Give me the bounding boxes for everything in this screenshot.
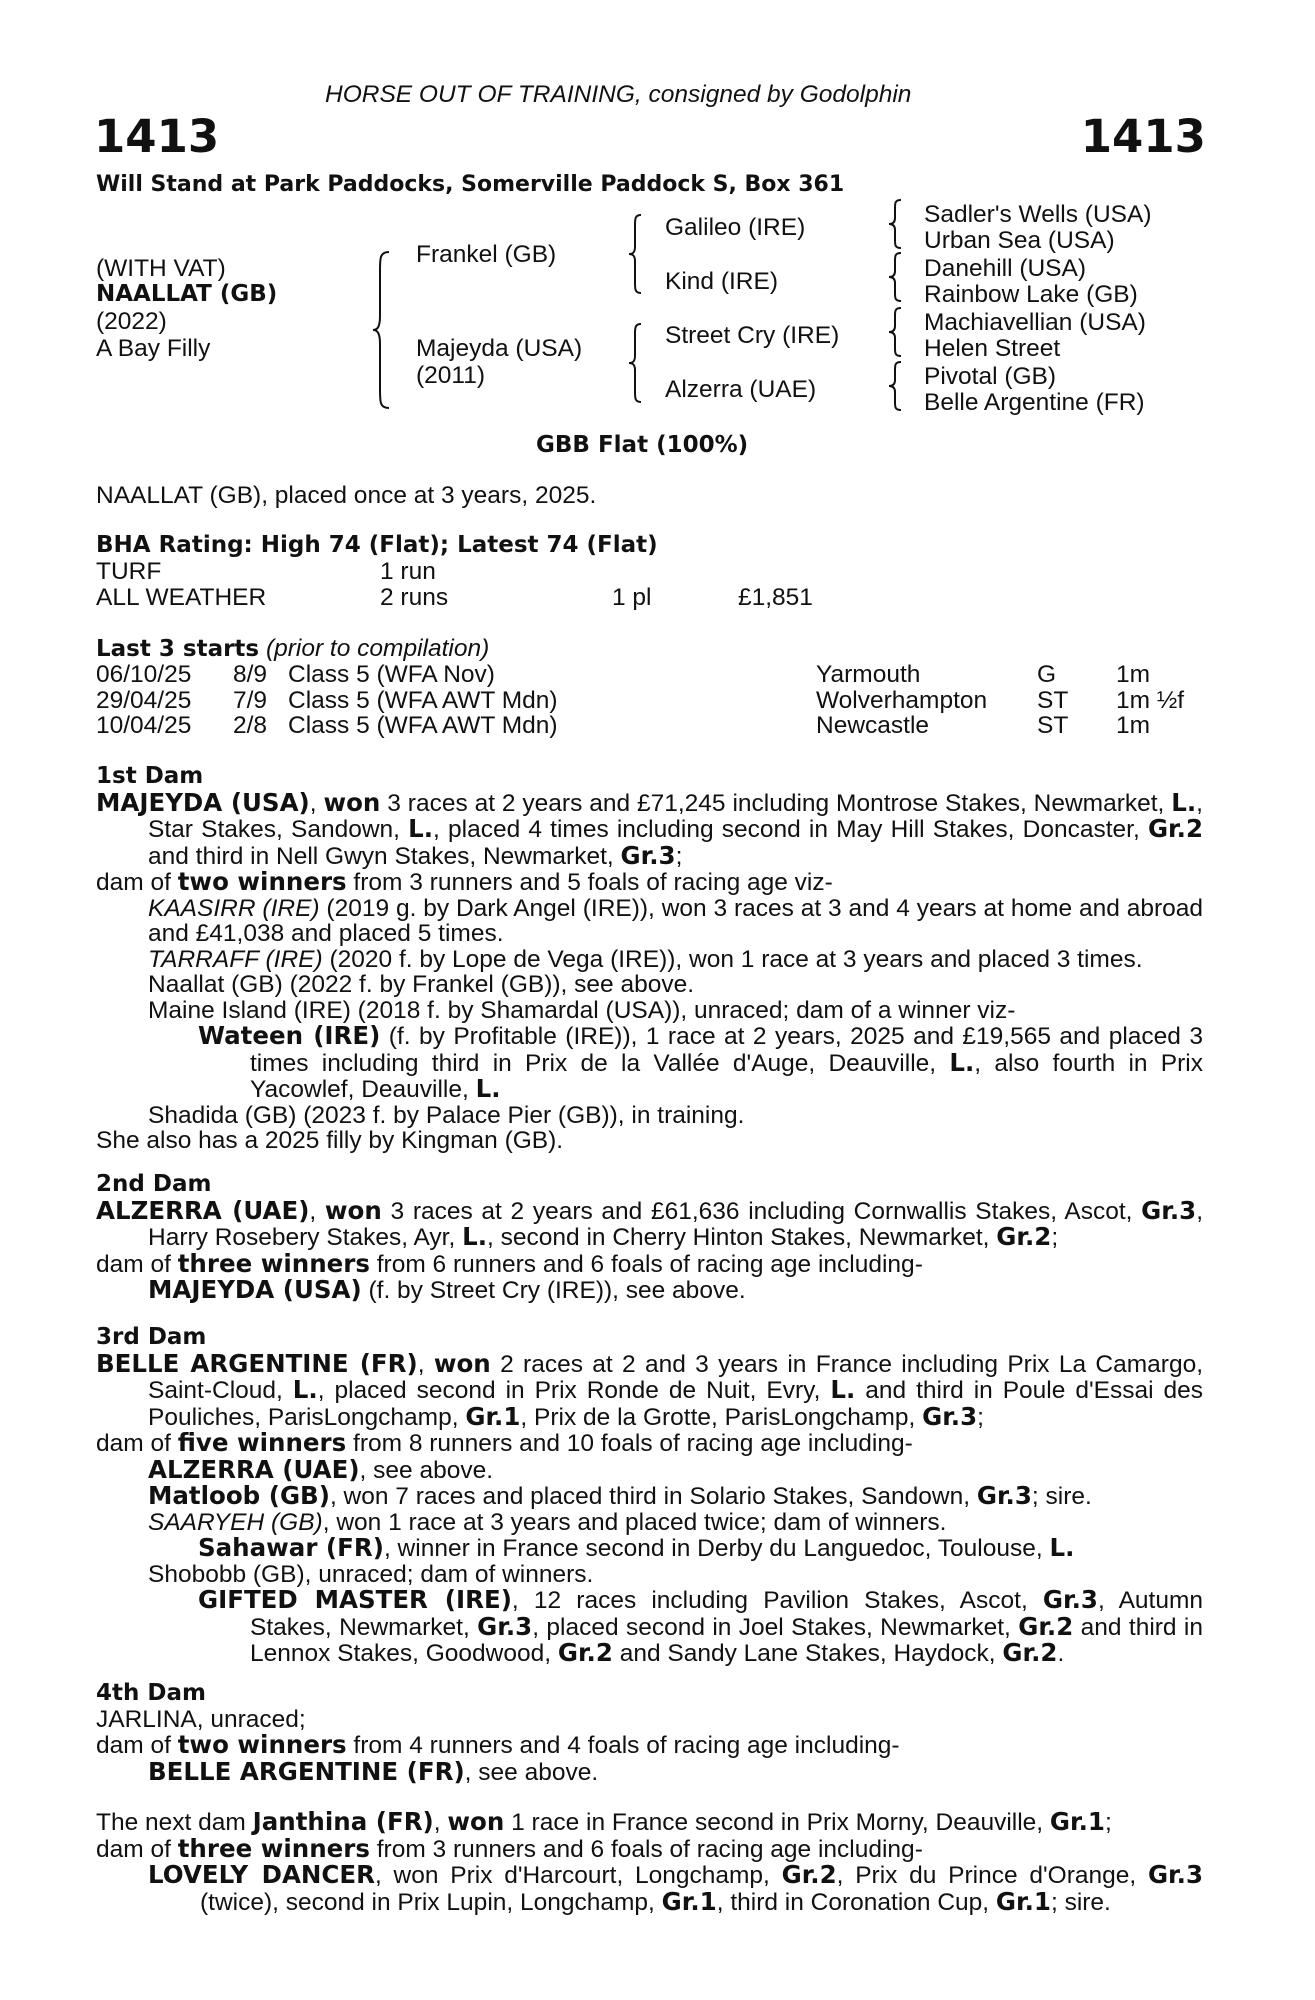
start-going: G: [1037, 661, 1057, 688]
group-label: Gr.1: [661, 1886, 717, 1916]
start-position: 7/9: [233, 686, 268, 714]
last-starts-title: Last 3 starts: [96, 636, 260, 662]
start-course: Yarmouth: [816, 661, 921, 688]
lot-number-left: 1413: [94, 110, 220, 163]
record-text: ;: [675, 842, 683, 870]
group-label: Gr.2: [781, 1860, 837, 1889]
start-course: Newcastle: [816, 712, 930, 739]
listed-label: L.: [292, 1375, 318, 1404]
group-label: Gr.3: [976, 1481, 1032, 1510]
lot-number-right: 1413: [1080, 110, 1206, 163]
record-text: , placed 4 times including second in May Hill Stakes, Doncaster,: [433, 816, 1148, 843]
progeny-entry: [96, 1862, 1203, 1915]
start-distance: 1m: [1116, 661, 1151, 688]
progeny-name: KAASIRR (IRE): [148, 894, 320, 922]
horse-description: A Bay Filly: [96, 335, 211, 362]
winners-count: two winners: [177, 867, 347, 896]
rating-row: [96, 585, 896, 611]
progeny-entry: [96, 896, 1203, 947]
pedigree-brace-dd: [886, 360, 906, 412]
starts-table: [96, 662, 1216, 739]
second-dam-name: ALZERRA (UAE): [96, 1195, 310, 1225]
rating-placed: 1 pl: [612, 583, 652, 611]
progeny-entry: Shobobb (GB), unraced; dam of winners.: [148, 1560, 594, 1588]
progeny-text: , placed second in Joel Stakes, Newmarket,: [532, 1613, 1019, 1641]
record-text: and third in Poule d'Essai des Pouliches, ParisLongchamp,: [148, 1377, 1203, 1431]
progeny-text: , won 7 races and placed third in Solario Stakes, Sandown,: [329, 1483, 977, 1510]
record-text: The next dam: [96, 1809, 253, 1836]
progeny-entry: Naallat (GB) (2022 f. by Frankel (GB)), see above.: [148, 971, 695, 998]
listed-label: L.: [830, 1375, 856, 1404]
pedigree-dam: Majeyda (USA): [416, 335, 583, 362]
progeny-entry: [96, 1510, 1203, 1536]
rating-runs: 2 runs: [380, 583, 449, 611]
winners-count: three winners: [177, 1248, 370, 1278]
group-label: Gr.3: [1147, 1860, 1203, 1889]
progeny-entry: [96, 1454, 1203, 1484]
pedigree-sds: Danehill (USA): [924, 255, 1087, 282]
first-dam-section: [96, 764, 1203, 1154]
pedigree-sss: Sadler's Wells (USA): [924, 201, 1152, 228]
group-label: Gr.1: [1049, 1807, 1105, 1836]
dam-of-text: dam of: [96, 1732, 178, 1759]
last-starts-heading: [96, 636, 489, 663]
won-label: won: [323, 787, 381, 817]
start-race: Class 5 (WFA Nov): [288, 661, 495, 688]
pedigree-brace-sire: [626, 213, 646, 295]
third-dam-section: [96, 1325, 1203, 1667]
progeny-text: , also fourth in Prix Yacowlef, Deauville,: [250, 1049, 1203, 1103]
progeny-text: , see above.: [359, 1456, 494, 1484]
third-dam-record: BELLE ARGENTINE (FR), won 2 races at 2 and 3 years in France including Prix La Camargo, Saint-Cloud, L., placed second in Prix Ronde de Nuit, Evry, L. and third in Poule d'Essai des Pouliches, ParisLongchamp, Gr.1, Prix de la Grotte, ParisLongchamp, Gr.3;: [96, 1348, 1203, 1431]
group-label: Gr.3: [922, 1401, 978, 1431]
pedigree-brace-dam: [626, 322, 646, 404]
start-distance: 1m: [1116, 712, 1151, 739]
stand-location: Will Stand at Park Paddocks, Somerville Paddock S, Box 361: [96, 172, 845, 197]
record-text: , Prix de la Grotte, ParisLongchamp,: [520, 1403, 923, 1431]
start-date: 10/04/25: [96, 712, 192, 739]
dam-of-line: [96, 1248, 1203, 1278]
start-date: 29/04/25: [96, 686, 192, 714]
progeny-text: (twice), second in Prix Lupin, Longchamp,: [200, 1888, 662, 1916]
record-text: ;: [977, 1403, 984, 1431]
dam-of-text: dam of: [96, 869, 178, 896]
progeny-text: (2020 f. by Lope de Vega (IRE)), won 1 race at 3 years and placed 3 times.: [322, 945, 1143, 973]
first-dam-record: MAJEYDA (USA), won 3 races at 2 years and £71,245 including Montrose Stakes, Newmarket, L., Star Stakes, Sandown, L., placed 4 times including second in May Hill Stakes, Doncaster, Gr.2 and third in Nell Gwyn Stakes, Newmarket, Gr.3;: [96, 787, 1203, 870]
progeny-entry: Maine Island (IRE) (2018 f. by Shamardal (USA)), unraced; dam of a winner viz-: [148, 996, 1016, 1024]
start-race: Class 5 (WFA AWT Mdn): [288, 712, 558, 739]
group-label: Gr.1: [995, 1886, 1051, 1916]
progeny-name: GIFTED MASTER (IRE): [198, 1585, 512, 1614]
group-label: Gr.2: [1147, 814, 1203, 843]
second-dam-heading: 2nd Dam: [96, 1171, 212, 1197]
start-distance: 1m ½f: [1116, 686, 1185, 714]
foal-note: She also has a 2025 filly by Kingman (GB).: [96, 1127, 564, 1154]
progeny-name: Sahawar (FR): [198, 1533, 384, 1562]
listed-label: L.: [949, 1047, 975, 1077]
start-going: ST: [1037, 686, 1069, 714]
second-dam-section: [96, 1172, 1203, 1304]
first-dam-name: MAJEYDA (USA): [96, 787, 310, 817]
record-text: 1 race in France second in Prix Morny, Deauville,: [504, 1809, 1050, 1836]
horse-name: NAALLAT (GB): [96, 281, 278, 307]
record-text: , Harry Rosebery Stakes, Ayr,: [148, 1197, 1203, 1251]
progeny-text: , Prix du Prince d'Orange,: [836, 1862, 1148, 1889]
fourth-dam-heading: 4th Dam: [96, 1680, 206, 1706]
progeny-text: and Sandy Lane Stakes, Haydock,: [612, 1640, 1003, 1667]
dam-of-line: [96, 1833, 1203, 1863]
start-course: Wolverhampton: [816, 686, 988, 714]
pedigree-sire: Frankel (GB): [416, 241, 557, 268]
group-label: Gr.2: [1002, 1638, 1058, 1667]
listed-label: L.: [1171, 787, 1197, 817]
race-summary: NAALLAT (GB), placed once at 3 years, 2025.: [96, 482, 597, 509]
pedigree-dam-year: (2011): [416, 362, 486, 389]
dam-of-text: from 4 runners and 4 foals of racing age including-: [346, 1732, 900, 1759]
progeny-text: , third in Coronation Cup,: [716, 1888, 996, 1916]
last-starts-note: (prior to compilation): [265, 635, 490, 662]
progeny-entry: [96, 1535, 1203, 1562]
progeny-name: BELLE ARGENTINE (FR): [148, 1756, 465, 1786]
next-dam-record: The next dam Janthina (FR), won 1 race in France second in Prix Morny, Deauville, Gr.1;: [96, 1807, 1112, 1836]
rating-placed: [612, 559, 738, 585]
first-dam-heading: 1st Dam: [96, 763, 204, 789]
progeny-text: and third in Lennox Stakes, Goodwood,: [250, 1613, 1203, 1667]
progeny-text: , 12 races including Pavilion Stakes, Ascot,: [511, 1587, 1043, 1614]
progeny-entry: [96, 947, 1203, 973]
group-label: Gr.2: [557, 1638, 613, 1667]
progeny-text: , winner in France second in Derby du Languedoc, Toulouse,: [383, 1535, 1050, 1562]
listed-label: L.: [475, 1074, 501, 1103]
dam-of-text: dam of: [96, 1835, 178, 1863]
group-label: Gr.3: [477, 1611, 533, 1641]
progeny-name: TARRAFF (IRE): [148, 945, 323, 973]
record-text: 2 races at 2 and 3 years in France including Prix La Camargo, Saint-Cloud,: [148, 1350, 1203, 1404]
progeny-text: , Autumn Stakes, Newmarket,: [250, 1587, 1204, 1641]
pedigree-sdd: Rainbow Lake (GB): [924, 281, 1138, 308]
pedigree-dsd: Helen Street: [924, 335, 1061, 362]
start-row: [96, 662, 1216, 688]
start-row: [96, 713, 1216, 739]
start-race: Class 5 (WFA AWT Mdn): [288, 686, 558, 714]
group-label: Gr.3: [620, 840, 676, 870]
record-text: , Star Stakes, Sandown,: [148, 789, 1203, 843]
listed-label: L.: [462, 1222, 488, 1251]
winners-count: two winners: [177, 1730, 347, 1759]
dam-of-text: from 8 runners and 10 foals of racing age including-: [346, 1430, 913, 1457]
record-text: ;: [1051, 1224, 1059, 1251]
won-label: won: [324, 1195, 382, 1225]
pedigree-brace-ds: [886, 306, 906, 358]
rating-runs: 1 run: [380, 558, 436, 585]
listed-label: L.: [408, 814, 434, 843]
pedigree-dds: Pivotal (GB): [924, 363, 1057, 390]
pedigree-brace-ss: [886, 198, 906, 250]
progeny-text: ; sire.: [1031, 1483, 1092, 1510]
pedigree-sire-sire: Galileo (IRE): [665, 214, 806, 241]
pedigree-ddd: Belle Argentine (FR): [924, 389, 1145, 416]
progeny-entry: [96, 1756, 1203, 1786]
group-label: Gr.2: [1018, 1611, 1074, 1641]
dam-of-line: [96, 869, 1203, 896]
third-dam-heading: 3rd Dam: [96, 1324, 207, 1350]
next-dam-section: [96, 1809, 1203, 1915]
rating-table: [96, 559, 896, 611]
progeny-name: SAARYEH (GB): [148, 1508, 323, 1536]
start-date: 06/10/25: [96, 661, 192, 688]
progeny-entry: [96, 1023, 1203, 1103]
pedigree-brace-sd: [886, 251, 906, 303]
next-dam-name: Janthina (FR): [252, 1807, 434, 1836]
group-label: Gr.1: [465, 1401, 521, 1431]
dam-of-line: [96, 1430, 1203, 1457]
won-label: won: [447, 1807, 505, 1836]
start-position: 8/9: [233, 661, 268, 688]
progeny-text: (f. by Profitable (IRE)), 1 race at 2 years, 2025 and £19,565 and placed 3 times including third in Prix de la Vallée d'Auge, Deauville,: [250, 1023, 1203, 1077]
record-text: 3 races at 2 years and £71,245 including Montrose Stakes, Newmarket,: [380, 789, 1172, 817]
dam-of-text: from 6 runners and 6 foals of racing age including-: [369, 1250, 923, 1278]
record-text: , second in Cherry Hinton Stakes, Newmarket,: [487, 1224, 997, 1251]
start-position: 2/8: [233, 712, 268, 739]
winners-count: three winners: [177, 1833, 370, 1863]
dam-of-text: dam of: [96, 1250, 178, 1278]
bha-rating: BHA Rating: High 74 (Flat); Latest 74 (Flat): [96, 532, 658, 558]
progeny-name: LOVELY DANCER: [148, 1860, 375, 1889]
rating-surface: TURF: [96, 558, 162, 585]
progeny-name: ALZERRA (UAE): [148, 1454, 360, 1484]
progeny-text: (f. by Street Cry (IRE)), see above.: [361, 1277, 746, 1304]
dam-of-text: from 3 runners and 5 foals of racing age viz-: [346, 869, 833, 896]
listed-label: L.: [1049, 1533, 1075, 1562]
pedigree-dam-sire: Street Cry (IRE): [665, 322, 840, 349]
progeny-text: , won 1 race at 3 years and placed twice; dam of winners.: [322, 1508, 947, 1536]
progeny-text: , see above.: [464, 1758, 599, 1786]
progeny-entry: [96, 1277, 1203, 1304]
fourth-dam-record: JARLINA, unraced;: [96, 1705, 306, 1733]
vat-note: (WITH VAT): [96, 255, 226, 282]
dam-of-text: from 3 runners and 6 foals of racing age including-: [369, 1835, 923, 1863]
progeny-entry: [96, 1483, 1203, 1510]
third-dam-name: BELLE ARGENTINE (FR): [96, 1348, 418, 1378]
progeny-text: (2019 g. by Dark Angel (IRE)), won 3 races at 3 and 4 years at home and abroad and £41,038 and placed 5 times.: [148, 894, 1203, 947]
rating-row: [96, 559, 896, 585]
progeny-name: Matloob (GB): [148, 1481, 330, 1510]
group-label: Gr.2: [996, 1222, 1052, 1251]
consignment-line: HORSE OUT OF TRAINING, consigned by Godolphin: [325, 81, 912, 108]
dam-of-text: dam of: [96, 1430, 178, 1457]
progeny-name: MAJEYDA (USA): [148, 1275, 362, 1304]
dam-of-line: [96, 1732, 1203, 1759]
pedigree-sire-dam: Kind (IRE): [665, 268, 779, 295]
second-dam-record: ALZERRA (UAE), won 3 races at 2 years and £61,636 including Cornwallis Stakes, Ascot, Gr.3, Harry Rosebery Stakes, Ayr, L., second in Cherry Hinton Stakes, Newmarket, Gr.2;: [96, 1195, 1203, 1251]
fourth-dam-section: [96, 1681, 1203, 1785]
record-text: ;: [1104, 1809, 1112, 1836]
pedigree-ssd: Urban Sea (USA): [924, 227, 1115, 254]
rating-prize: £1,851: [738, 583, 813, 611]
winners-count: five winners: [177, 1428, 347, 1457]
progeny-name: Wateen (IRE): [198, 1021, 381, 1050]
gbb-status: GBB Flat (100%): [536, 432, 749, 458]
start-going: ST: [1037, 712, 1069, 739]
record-text: and third in Nell Gwyn Stakes, Newmarket,: [148, 842, 621, 870]
pedigree-dss: Machiavellian (USA): [924, 309, 1146, 336]
rating-surface: ALL WEATHER: [96, 583, 267, 611]
progeny-text: ; sire.: [1050, 1888, 1111, 1916]
pedigree-dam-dam: Alzerra (UAE): [665, 376, 817, 403]
start-row: [96, 688, 1216, 714]
record-text: , placed second in Prix Ronde de Nuit, Evry,: [317, 1377, 831, 1404]
progeny-text: , won Prix d'Harcourt, Longchamp,: [375, 1862, 782, 1889]
progeny-entry: Shadida (GB) (2023 f. by Palace Pier (GB)), in training.: [148, 1101, 745, 1129]
group-label: Gr.3: [1042, 1585, 1098, 1614]
progeny-entry: [96, 1587, 1203, 1667]
record-text: 3 races at 2 years and £61,636 including Cornwallis Stakes, Ascot,: [381, 1197, 1142, 1225]
progeny-text: .: [1057, 1640, 1065, 1667]
horse-year: (2022): [96, 308, 167, 335]
won-label: won: [433, 1348, 491, 1378]
group-label: Gr.3: [1141, 1195, 1197, 1225]
pedigree-brace-main: [370, 250, 394, 410]
